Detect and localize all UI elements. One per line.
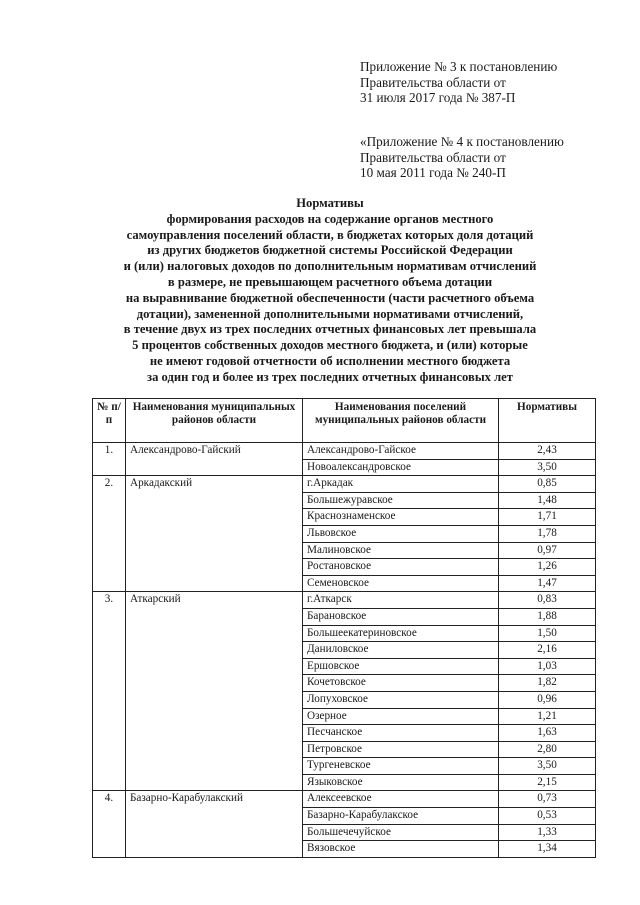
title-line: в течение двух из трех последних отчетных финансовых лет превышала [123, 322, 537, 337]
settlement-name: Большеекатериновское [303, 625, 499, 642]
table-row [93, 592, 596, 609]
settlement-name: Ростановское [303, 559, 499, 576]
title-line: 5 процентов собственных доходов местного бюджета, и (или) которые [132, 338, 528, 353]
normative-value: 1,26 [499, 559, 596, 576]
title-line: за один год и более из трех последних отчетных финансовых лет [147, 369, 513, 384]
appendix-line: Приложение № 3 к постановлению [360, 59, 558, 74]
normative-value: 1,78 [499, 525, 596, 542]
normative-value: 2,80 [499, 741, 596, 758]
table-body [93, 443, 596, 858]
normative-value: 0,73 [499, 791, 596, 808]
normative-value: 1,50 [499, 625, 596, 642]
normative-value: 1,33 [499, 824, 596, 841]
settlement-name: Лопуховское [303, 691, 499, 708]
normative-value: 1,63 [499, 725, 596, 742]
settlement-name: Алексеевское [303, 791, 499, 808]
settlement-name: Большечечуйское [303, 824, 499, 841]
settlement-name: Львовское [303, 525, 499, 542]
row-number: 1. [93, 443, 126, 476]
normative-value: 3,50 [499, 459, 596, 476]
settlement-name: Базарно-Карабулакское [303, 808, 499, 825]
row-number: 4. [93, 791, 126, 857]
normative-value: 0,85 [499, 476, 596, 493]
title-line: и (или) налоговых доходов по дополнительным нормативам отчислений [123, 259, 537, 274]
normatives-table [92, 398, 596, 858]
district-name: Аткарский [126, 592, 303, 791]
normative-value: 1,03 [499, 658, 596, 675]
normative-value: 3,50 [499, 758, 596, 775]
col-header-settlement: Наименования поселений муниципальных районов области [303, 399, 499, 443]
appendix-ref-line: «Приложение № 4 к постановлению [360, 134, 564, 149]
table-row [93, 443, 596, 460]
normative-value: 0,53 [499, 808, 596, 825]
settlement-name: Большежуравское [303, 492, 499, 509]
settlement-name: Новоалександровское [303, 459, 499, 476]
normative-value: 1,71 [499, 509, 596, 526]
normative-value: 1,47 [499, 575, 596, 592]
normative-value: 1,48 [499, 492, 596, 509]
district-name: Базарно-Карабулакский [126, 791, 303, 857]
appendix-header [360, 59, 557, 106]
col-header-normative: Нормативы [499, 399, 596, 443]
table-row [93, 476, 596, 493]
settlement-name: Барановское [303, 608, 499, 625]
settlement-name: Петровское [303, 741, 499, 758]
normative-value: 2,16 [499, 642, 596, 659]
col-header-number: № п/п [93, 399, 126, 443]
settlement-name: Краснознаменское [303, 509, 499, 526]
settlement-name: Александрово-Гайское [303, 443, 499, 460]
document-title [60, 196, 600, 386]
settlement-name: Вязовское [303, 841, 499, 858]
settlement-name: Кочетовское [303, 675, 499, 692]
settlement-name: Ершовское [303, 658, 499, 675]
normative-value: 0,83 [499, 592, 596, 609]
normative-value: 1,82 [499, 675, 596, 692]
appendix-reference [360, 134, 564, 181]
settlement-name: г.Аткарск [303, 592, 499, 609]
normative-value: 1,88 [499, 608, 596, 625]
table-header-row [93, 399, 596, 443]
settlement-name: г.Аркадак [303, 476, 499, 493]
title-line: формирования расходов на содержание органов местного [166, 211, 494, 226]
row-number: 2. [93, 476, 126, 592]
district-name: Аркадакский [126, 476, 303, 592]
normative-value: 2,15 [499, 774, 596, 791]
title-line: самоуправления поселений области, в бюджетах которых доля дотаций [126, 227, 534, 242]
settlement-name: Малиновское [303, 542, 499, 559]
title-line: Нормативы [296, 196, 364, 210]
normative-value: 0,97 [499, 542, 596, 559]
settlement-name: Языковское [303, 774, 499, 791]
row-number: 3. [93, 592, 126, 791]
settlement-name: Семеновское [303, 575, 499, 592]
title-line: из других бюджетов бюджетной системы Российской Федерации [147, 243, 513, 258]
normative-value: 0,96 [499, 691, 596, 708]
settlement-name: Тургеневское [303, 758, 499, 775]
settlement-name: Песчанское [303, 725, 499, 742]
appendix-ref-line: 10 мая 2011 года № 240-П [360, 165, 506, 180]
title-line: не имеют годовой отчетности об исполнении местного бюджета [149, 353, 511, 368]
col-header-district: Наименования муниципальных районов области [126, 399, 303, 443]
appendix-ref-line: Правительства области от [360, 149, 506, 165]
normative-value: 1,34 [499, 841, 596, 858]
appendix-line: 31 июля 2017 года № 387-П [360, 90, 516, 105]
title-line: на выравнивание бюджетной обеспеченности (части расчетного объема [125, 290, 535, 305]
normative-value: 2,43 [499, 443, 596, 460]
title-line: в размере, не превышающем расчетного объема дотации [167, 274, 493, 289]
settlement-name: Даниловское [303, 642, 499, 659]
normative-value: 1,21 [499, 708, 596, 725]
appendix-line: Правительства области от [360, 74, 506, 90]
table-row [93, 791, 596, 808]
district-name: Александрово-Гайский [126, 443, 303, 476]
settlement-name: Озерное [303, 708, 499, 725]
title-line: дотации), замененной дополнительными нормативами отчислений, [136, 306, 524, 321]
